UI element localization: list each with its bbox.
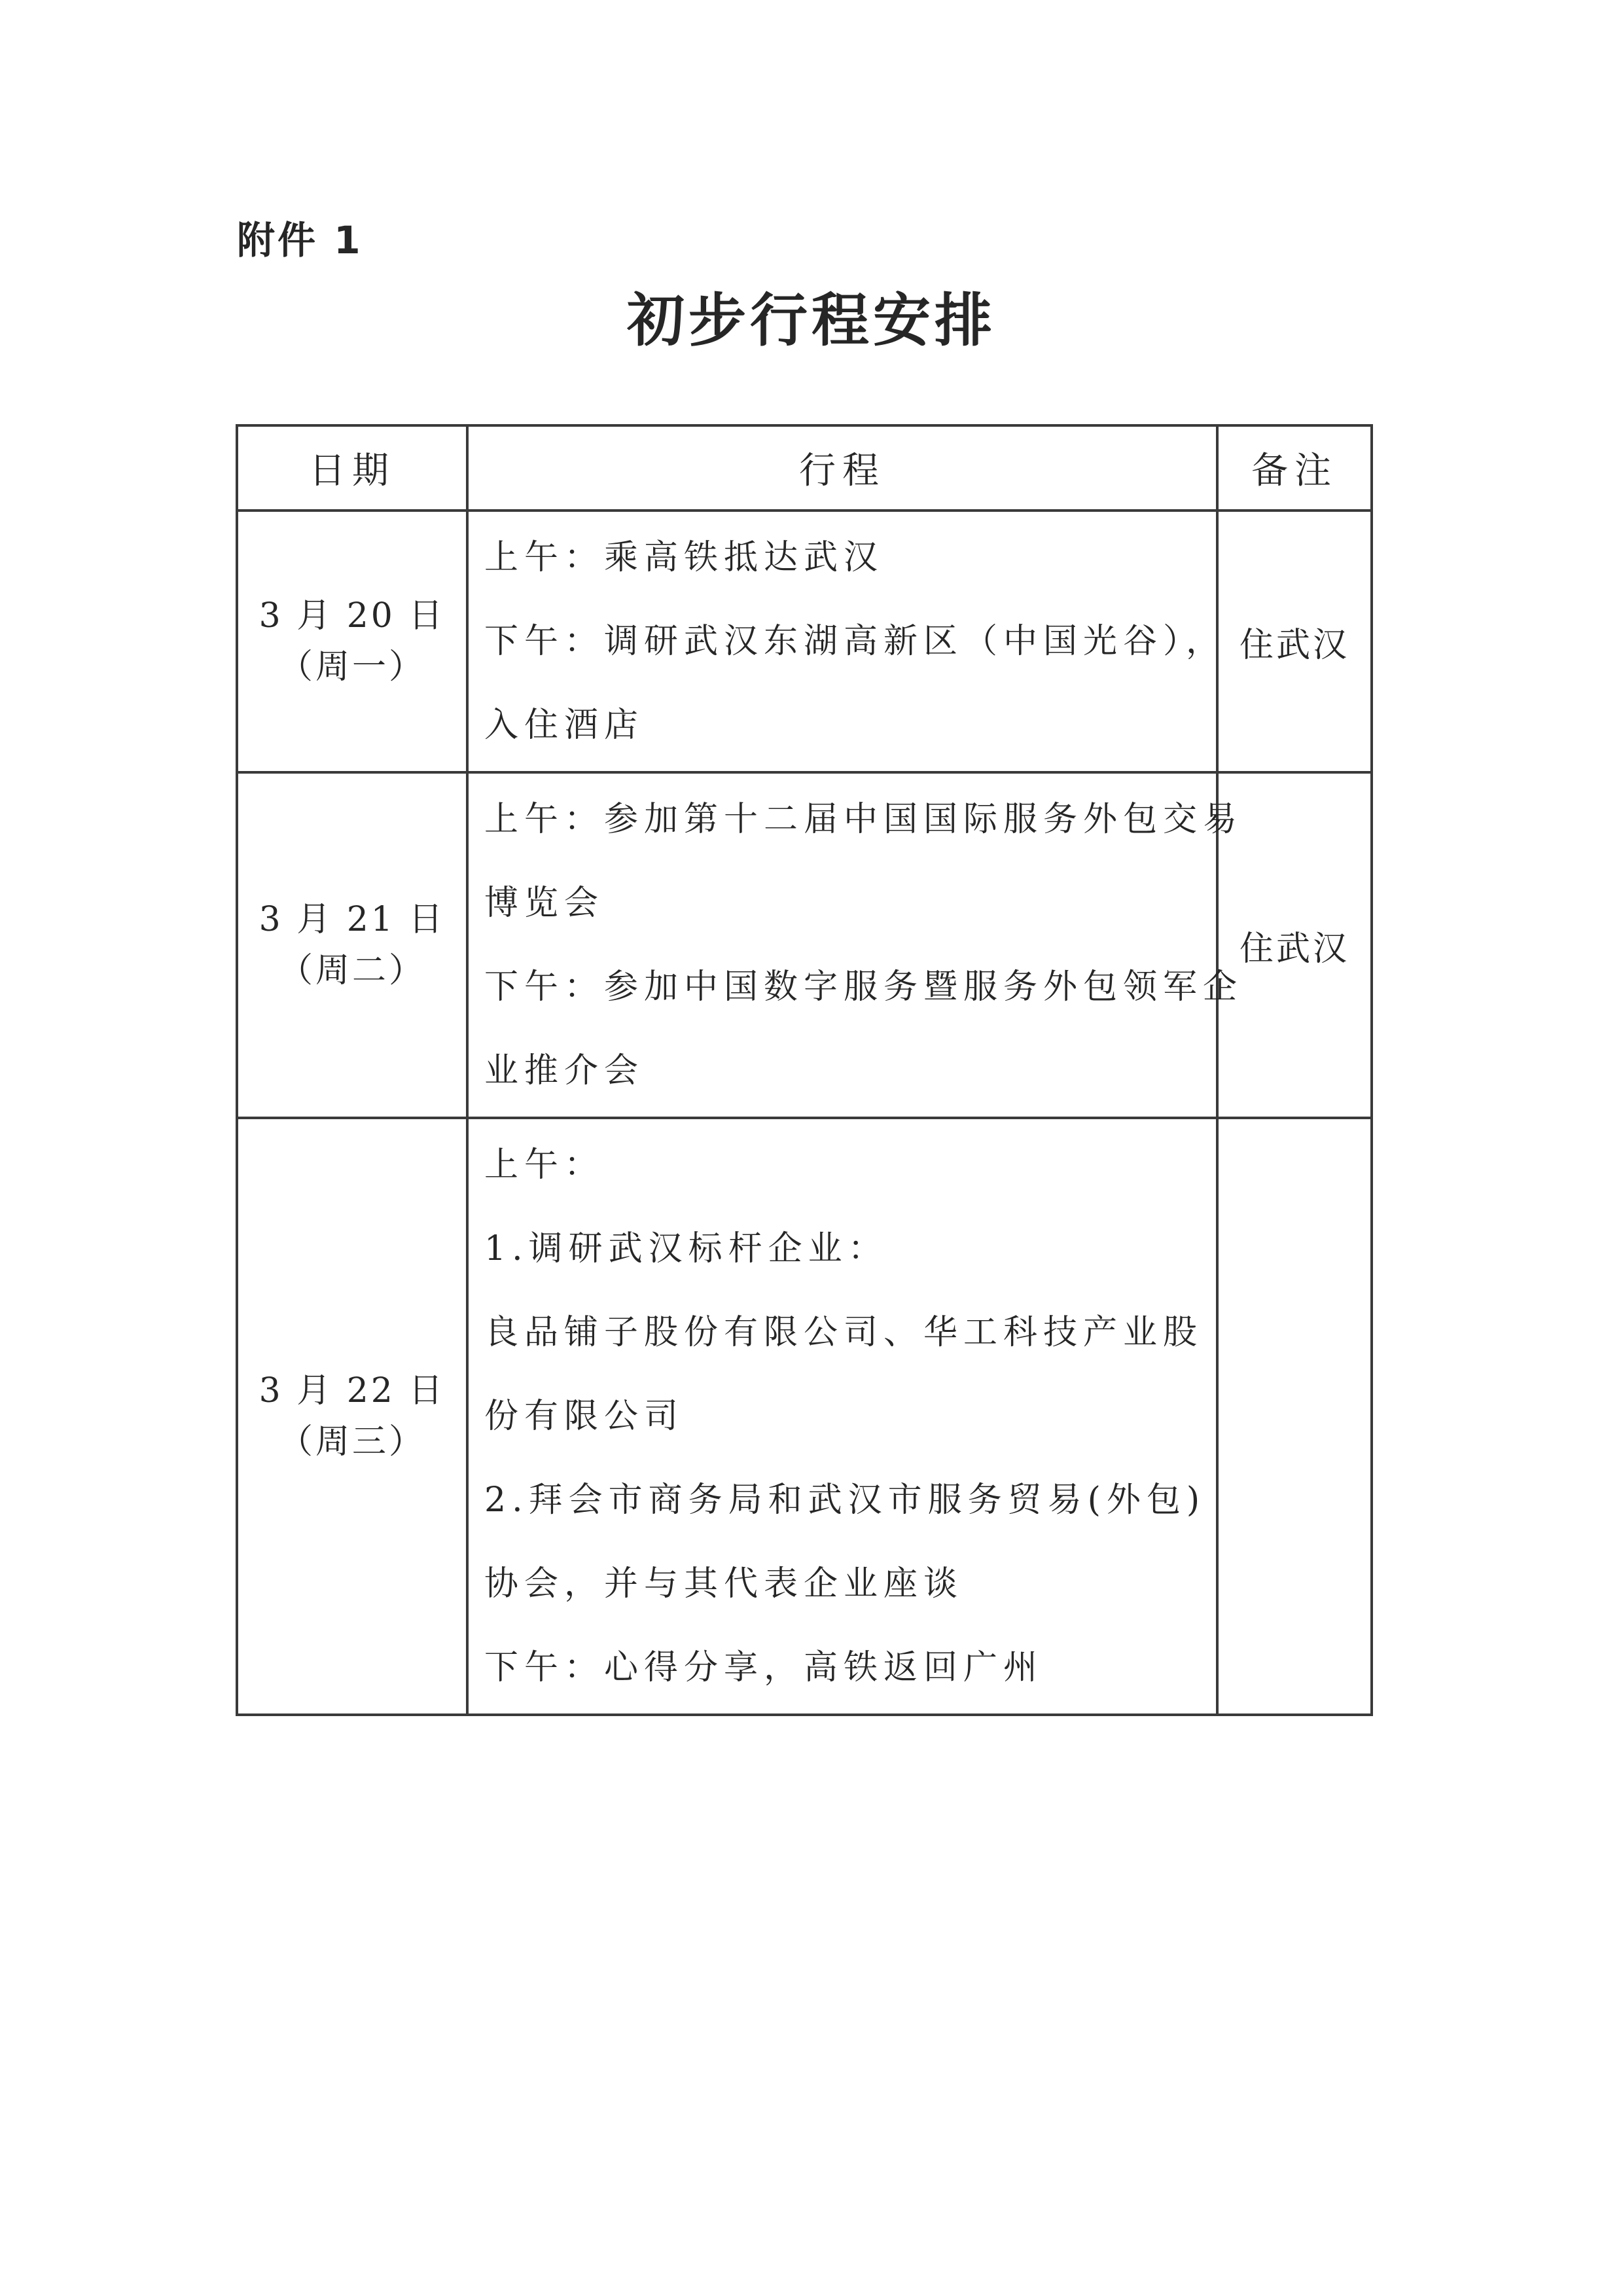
itinerary-line: 份有限公司	[484, 1397, 685, 1436]
itinerary-line: 业推介会	[484, 1051, 645, 1090]
date-text: 3 月 20 日	[259, 596, 446, 636]
itinerary-line: 协会，并与其代表企业座谈	[484, 1564, 964, 1604]
itinerary-line: 上午：乘高铁抵达武汉	[484, 538, 884, 577]
header-notes: 备注	[1217, 425, 1372, 511]
header-itinerary: 行程	[467, 425, 1217, 511]
itinerary-line: 上午：参加第十二届中国国际服务外包交易	[484, 800, 1243, 839]
date-cell	[237, 511, 467, 772]
table-row	[237, 772, 1372, 1118]
note-cell	[1217, 1118, 1372, 1715]
note-cell: 住武汉	[1217, 772, 1372, 1118]
date-cell	[237, 1118, 467, 1715]
itinerary-cell	[467, 772, 1243, 1118]
header-date: 日期	[237, 425, 467, 511]
weekday-text: （周二）	[278, 951, 425, 990]
itinerary-cell	[467, 1118, 1217, 1715]
attachment-label: 附件 1	[237, 218, 363, 262]
itinerary-cell	[467, 511, 1226, 772]
itinerary-table	[236, 424, 1373, 1716]
itinerary-line: 下午：参加中国数字服务暨服务外包领军企	[484, 967, 1243, 1007]
date-text: 3 月 21 日	[259, 900, 446, 939]
itinerary-line: 上午：	[484, 1145, 605, 1185]
itinerary-line: 下午：心得分享，高铁返回广州	[484, 1648, 1044, 1687]
itinerary-line: 下午：调研武汉东湖高新区（中国光谷），	[484, 622, 1226, 661]
table-header-row	[237, 425, 1372, 511]
date-text: 3 月 22 日	[259, 1371, 446, 1410]
note-cell: 住武汉	[1217, 511, 1372, 772]
itinerary-line: 入住酒店	[484, 706, 645, 745]
itinerary-line: 2.拜会市商务局和武汉市服务贸易(外包)	[484, 1480, 1206, 1520]
weekday-text: （周三）	[278, 1422, 425, 1462]
table-row	[237, 511, 1372, 772]
itinerary-line: 良品铺子股份有限公司、华工科技产业股	[484, 1313, 1204, 1352]
itinerary-line: 1.调研武汉标杆企业：	[484, 1229, 888, 1268]
weekday-text: （周一）	[278, 647, 425, 687]
date-cell	[237, 772, 467, 1118]
table-row	[237, 1118, 1372, 1715]
itinerary-line: 博览会	[484, 884, 605, 923]
page-title: 初步行程安排	[626, 286, 996, 354]
